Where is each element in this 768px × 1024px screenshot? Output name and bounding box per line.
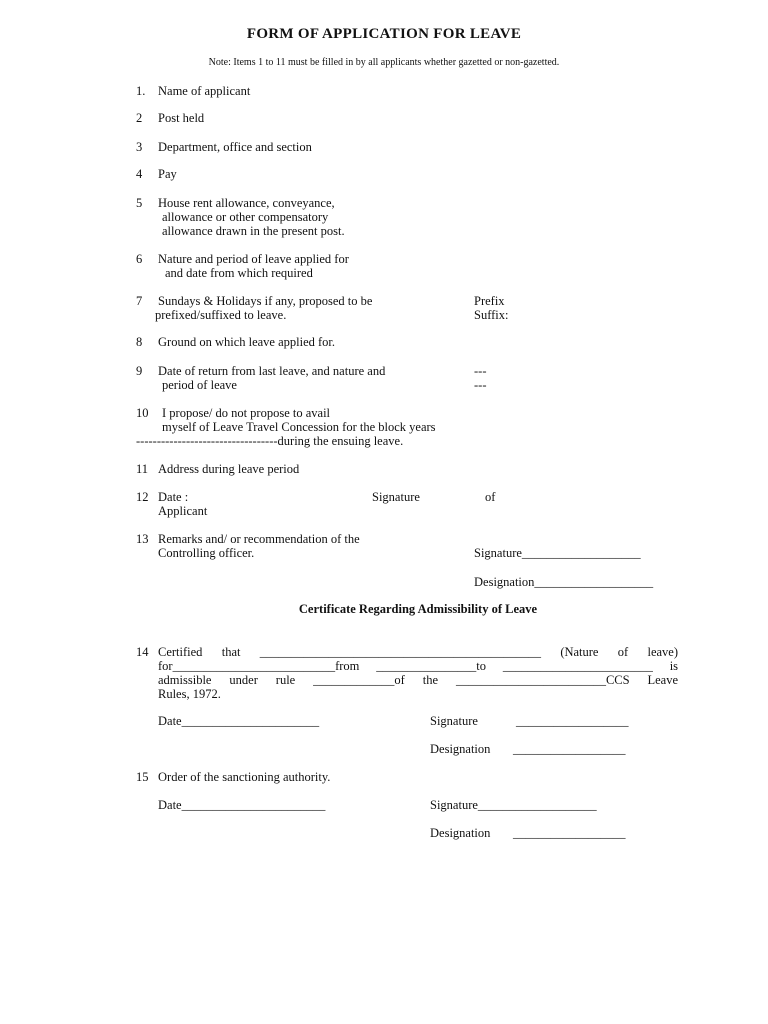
item-15-designation-label: Designation [430,826,491,840]
item-15-designation-field[interactable]: __________________ [513,826,626,840]
item-9-dash-1: --- [474,364,487,378]
nature-of-leave-field[interactable]: _____________________________________________ [259,645,542,659]
nature-of-leave-label: (Nature of leave) [560,645,679,659]
from-to-field[interactable]: ________________to [376,659,486,673]
under-word: under [229,673,258,687]
item-12-of-label: of [485,490,496,504]
certified-that-label: Certified that [158,645,241,659]
item-10-line-3: ----------------------------------during the ensuing leave. [136,434,404,448]
item-6-line-1: Nature and period of leave applied for [158,252,349,266]
item-9-number: 9 [136,364,143,378]
item-15-label: Order of the sanctioning authority. [158,770,331,784]
prefix-label: Prefix [474,294,505,308]
item-14-date-field[interactable]: Date______________________ [158,714,320,728]
item-14-number: 14 [136,645,149,659]
item-12-signature-label: Signature [372,490,420,504]
item-2-number: 2 [136,111,143,125]
suffix-label: Suffix: [474,308,509,322]
item-10-line-2: myself of Leave Travel Concession for the block years [162,420,436,434]
item-10-number: 10 [136,406,149,420]
item-5-line-2: allowance or other compensatory [162,210,329,224]
item-14-line-3 [158,673,678,687]
item-9-dash-2: --- [474,378,487,392]
item-15-number: 15 [136,770,149,784]
item-3-number: 3 [136,140,143,154]
item-14-designation-field[interactable]: __________________ [513,742,626,756]
item-4-number: 4 [136,167,143,181]
leave-word: Leave [647,673,679,687]
item-7-number: 7 [136,294,143,308]
item-12-date-label: Date : [158,490,189,504]
item-9-line-2: period of leave [162,378,237,392]
item-6-number: 6 [136,252,143,266]
rule-field[interactable]: _____________of [313,673,405,687]
item-14-signature-field[interactable]: __________________ [516,714,629,728]
item-11-label: Address during leave period [158,462,300,476]
item-14-line-2 [158,659,678,673]
to-field[interactable]: ________________________ [502,659,653,673]
item-15-date-field[interactable]: Date_______________________ [158,798,326,812]
item-12-applicant-label: Applicant [158,504,208,518]
ccs-field[interactable]: ________________________CCS [455,673,630,687]
item-8-label: Ground on which leave applied for. [158,335,336,349]
item-14-line-1 [158,645,678,659]
rule-word: rule [275,673,296,687]
item-11-number: 11 [136,462,149,476]
is-label: is [669,659,679,673]
item-1-number: 1. [136,84,146,98]
admissible-word: admissible [158,673,212,687]
item-4-label: Pay [158,167,177,181]
item-14-signature-label: Signature [430,714,478,728]
item-3-label: Department, office and section [158,140,312,154]
item-7-line-1: Sundays & Holidays if any, proposed to be [158,294,373,308]
item-7-line-2: prefixed/suffixed to leave. [155,308,287,322]
item-9-line-1: Date of return from last leave, and nature and [158,364,386,378]
form-note: Note: Items 1 to 11 must be filled in by all applicants whether gazetted or non-gazetted. [208,57,560,68]
item-10-line-1: I propose/ do not propose to avail [162,406,331,420]
form-title: FORM OF APPLICATION FOR LEAVE [246,26,522,42]
item-5-number: 5 [136,196,143,210]
for-from-field[interactable]: for__________________________from [158,659,360,673]
item-14-designation-label: Designation [430,742,491,756]
item-6-line-2: and date from which required [165,266,313,280]
item-15-signature-field[interactable]: Signature___________________ [430,798,597,812]
item-13-line-2: Controlling officer. [158,546,255,560]
item-2-label: Post held [158,111,205,125]
item-5-line-3: allowance drawn in the present post. [162,224,345,238]
the-word: the [422,673,439,687]
certificate-heading: Certificate Regarding Admissibility of Leave [298,602,538,616]
item-14-line-4: Rules, 1972. [158,687,221,701]
item-1-label: Name of applicant [158,84,251,98]
item-13-designation-field[interactable]: Designation___________________ [474,575,654,589]
item-13-signature-field[interactable]: Signature___________________ [474,546,641,560]
item-5-line-1: House rent allowance, conveyance, [158,196,335,210]
item-12-number: 12 [136,490,149,504]
item-13-number: 13 [136,532,149,546]
item-8-number: 8 [136,335,143,349]
item-13-line-1: Remarks and/ or recommendation of the [158,532,360,546]
